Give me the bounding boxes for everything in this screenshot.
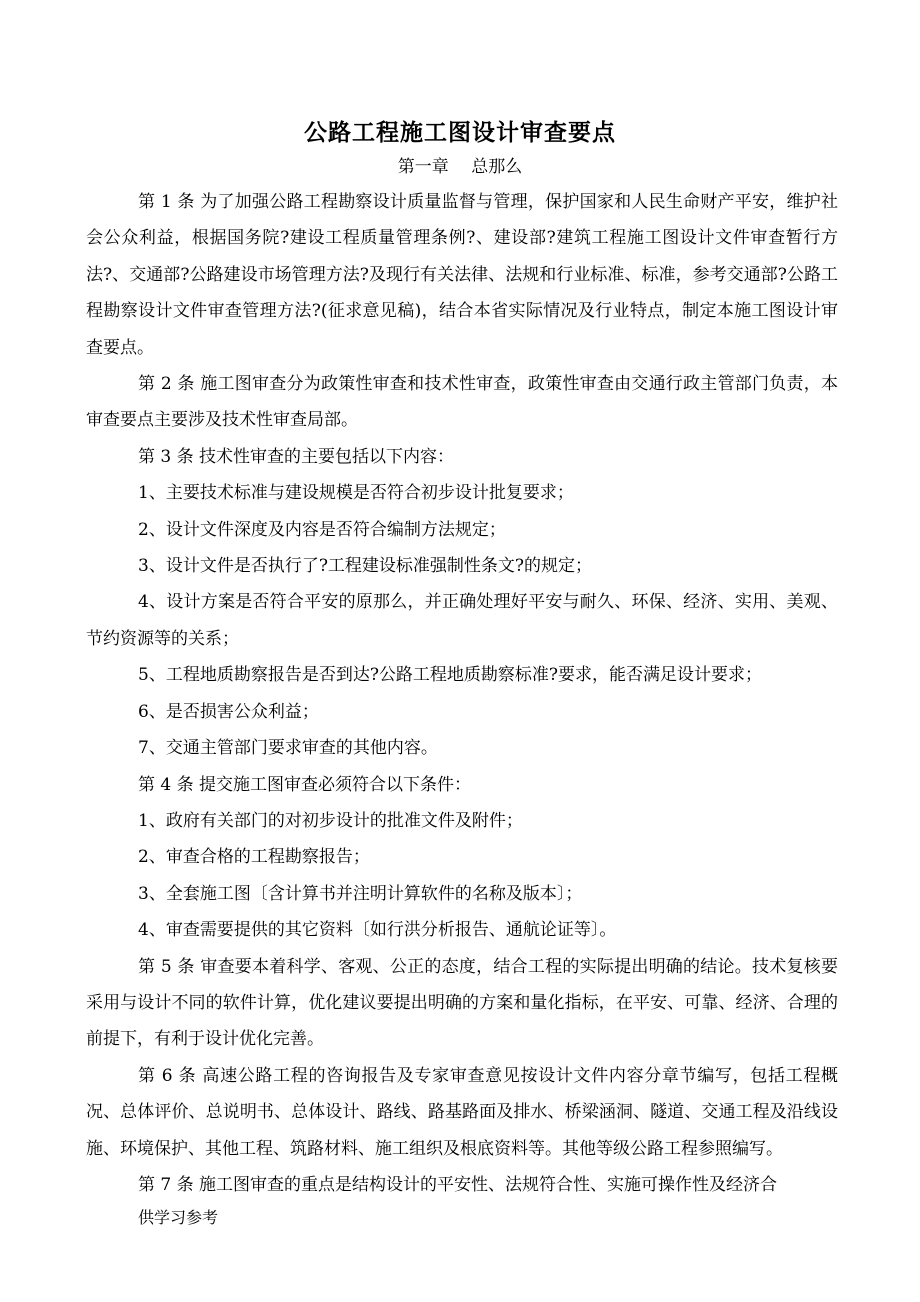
list-item: 2、审查合格的工程勘察报告； [138,847,370,868]
article-2: 第 2 条 施工图审查分为政策性审查和技术性审查，政策性审查由交通行政主管部门负责，本审查要点主要涉及技术性审查局部。 [86,374,838,431]
list-item: 3、全套施工图〔含计算书并注明计算软件的名称及版本〕； [138,883,583,904]
article-1: 第 1 条 为了加强公路工程勘察设计质量监督与管理，保护国家和人民生命财产平安，维护社会公众利益，根据国务院?建设工程质量管理条例?、建设部?建筑工程施工图设计文件审查暂行方法?、交通部?公路建设市场管理方法?及现行有关法律、法规和行业标准、标准，参考交通部?公路工程勘察设计文件审查管理方法?(征求意见稿)，结合本省实际情况及行业特点，制定本施工图设计审查要点。 [86,192,838,358]
document-title: 公路工程施工图设计审查要点 [304,119,616,146]
list-item: 5、工程地质勘察报告是否到达?公路工程地质勘察标准?要求，能否满足设计要求； [138,665,763,686]
article-7: 第 7 条 施工图审查的重点是结构设计的平安性、法规符合性、实施可操作性及经济合 [138,1174,778,1195]
list-item: 2、设计文件深度及内容是否符合编制方法规定； [138,519,506,540]
list-item: 1、政府有关部门的对初步设计的批准文件及附件； [138,810,523,831]
article-6: 第 6 条 高速公路工程的咨询报告及专家审查意见按设计文件内容分章节编写，包括工程概况、总体评价、总说明书、总体设计、路线、路基路面及排水、桥梁涵洞、隧道、交通工程及沿线设施、环境保护、其他工程、筑路材料、施工组织及根底资料等。其他等级公路工程参照编写。 [86,1065,838,1159]
page-footer: 供学习参考 [138,1208,219,1227]
list-item: 4、审查需要提供的其它资料〔如行洪分析报告、通航论证等〕。 [138,920,617,941]
article-3: 第 3 条 技术性审查的主要包括以下内容： [138,446,455,467]
article-5: 第 5 条 审查要本着科学、客观、公正的态度，结合工程的实际提出明确的结论。技术复核要采用与设计不同的软件计算，优化建议要提出明确的方案和量化指标，在平安、可靠、经济、合理的前提下，有利于设计优化完善。 [86,956,838,1050]
document-body [86,184,838,1203]
list-item: 1、主要技术标准与建设规模是否符合初步设计批复要求； [138,483,574,504]
list-item: 3、设计文件是否执行了?工程建设标准强制性条文?的规定； [138,556,593,577]
article-4: 第 4 条 提交施工图审查必须符合以下条件： [138,774,472,795]
list-item: 4、设计方案是否符合平安的原那么，并正确处理好平安与耐久、环保、经济、实用、美观、节约资源等的关系； [86,592,838,649]
list-item: 6、是否损害公众利益； [138,701,319,722]
list-item: 7、交通主管部门要求审查的其他内容。 [138,738,438,759]
chapter-heading: 第一章 总那么 [397,157,523,177]
